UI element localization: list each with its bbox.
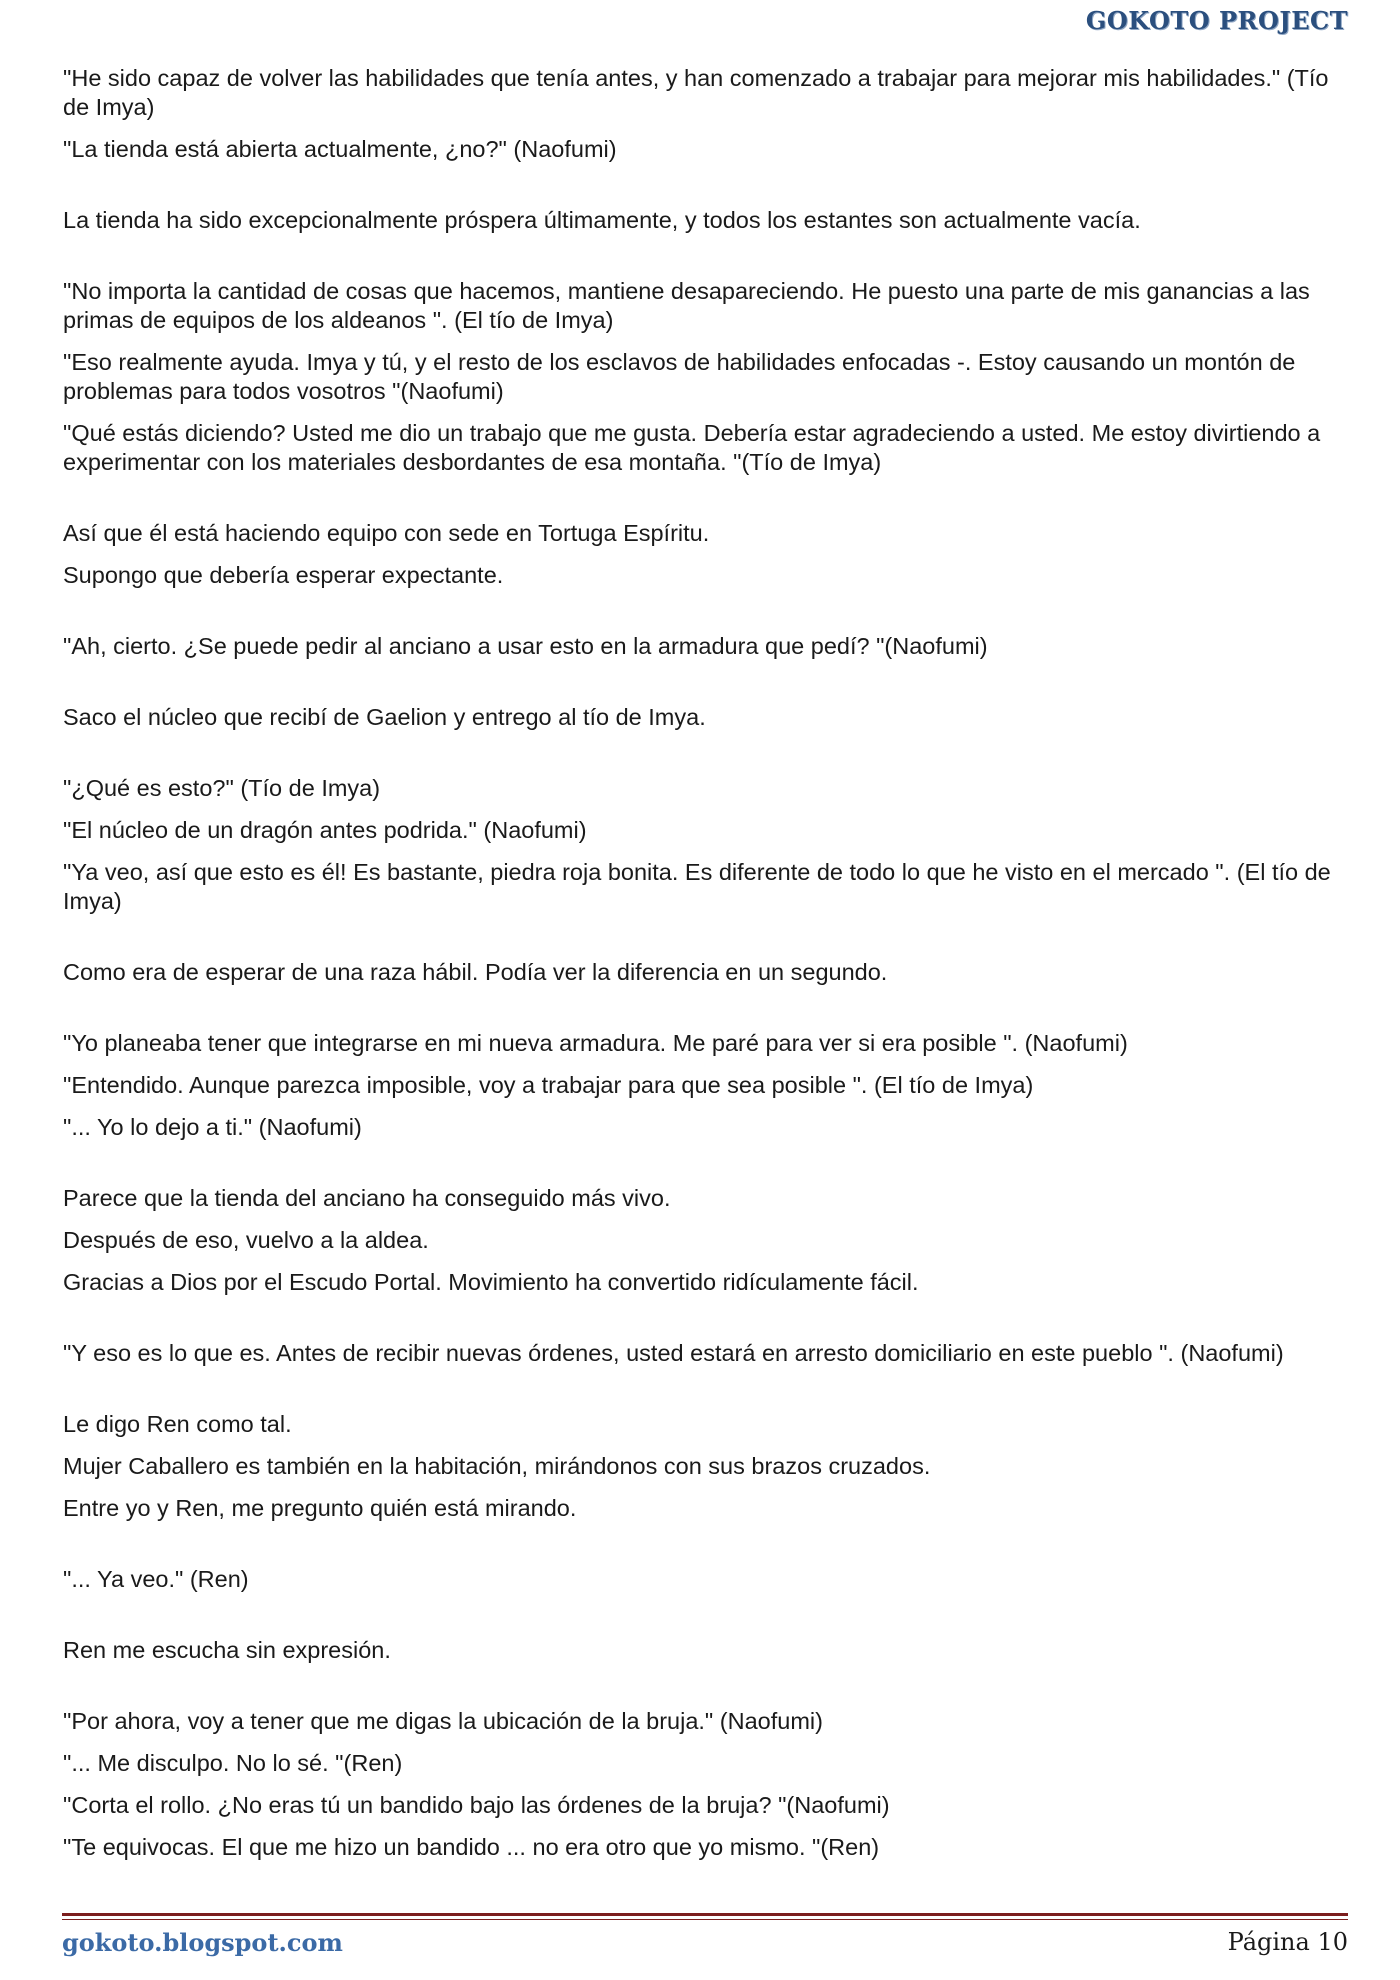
- paragraph: "... Me disculpo. No lo sé. "(Ren): [63, 1750, 403, 1776]
- paragraph: "... Ya veo." (Ren): [63, 1566, 249, 1592]
- paragraph: "Corta el rollo. ¿No eras tú un bandido bajo las órdenes de la bruja? "(Naofumi): [63, 1792, 890, 1818]
- footer-site-link[interactable]: gokoto.blogspot.com: [62, 1928, 343, 1957]
- paragraph: Ren me escucha sin expresión.: [63, 1637, 391, 1663]
- paragraph: La tienda ha sido excepcionalmente próspera últimamente, y todos los estantes son actualmente vacía.: [63, 207, 1141, 233]
- paragraph: "... Yo lo dejo a ti." (Naofumi): [63, 1114, 362, 1140]
- paragraph: "Ah, cierto. ¿Se puede pedir al anciano a usar esto en la armadura que pedí? "(Naofumi): [63, 633, 988, 659]
- page-number: Página 10: [1227, 1928, 1348, 1956]
- footer-rule-thin: [62, 1919, 1348, 1920]
- page-body: [63, 64, 1348, 1875]
- paragraph: Gracias a Dios por el Escudo Portal. Movimiento ha convertido ridículamente fácil.: [63, 1269, 919, 1295]
- paragraph: Así que él está haciendo equipo con sede en Tortuga Espíritu.: [63, 520, 710, 546]
- paragraph: Después de eso, vuelvo a la aldea.: [63, 1227, 429, 1253]
- paragraph: "¿Qué es esto?" (Tío de Imya): [63, 775, 381, 801]
- paragraph: "Por ahora, voy a tener que me digas la ubicación de la bruja." (Naofumi): [63, 1708, 823, 1734]
- paragraph: Supongo que debería esperar expectante.: [63, 562, 504, 588]
- paragraph: "Eso realmente ayuda. Imya y tú, y el resto de los esclavos de habilidades enfocadas -. Estoy causando un montón de problemas para todos vosotros "(Naofumi): [63, 349, 1296, 404]
- paragraph: "Yo planeaba tener que integrarse en mi nueva armadura. Me paré para ver si era posible ". (Naofumi): [63, 1030, 1128, 1056]
- paragraph: "He sido capaz de volver las habilidades que tenía antes, y han comenzado a trabajar para mejorar mis habilidades." (Tío de Imya): [63, 65, 1329, 120]
- paragraph: "La tienda está abierta actualmente, ¿no?" (Naofumi): [63, 136, 617, 162]
- paragraph: "No importa la cantidad de cosas que hacemos, mantiene desapareciendo. He puesto una parte de mis ganancias a las primas de equipos de los aldeanos ". (El tío de Imya): [63, 278, 1310, 333]
- paragraph: "El núcleo de un dragón antes podrida." (Naofumi): [63, 817, 587, 843]
- paragraph: Saco el núcleo que recibí de Gaelion y entrego al tío de Imya.: [63, 704, 706, 730]
- paragraph: "Qué estás diciendo? Usted me dio un trabajo que me gusta. Debería estar agradeciendo a usted. Me estoy divirtiendo a experimentar con los materiales desbordantes de esa montaña. "(Tío de Imya): [63, 420, 1321, 475]
- paragraph: Le digo Ren como tal.: [63, 1411, 292, 1437]
- paragraph: Como era de esperar de una raza hábil. Podía ver la diferencia en un segundo.: [63, 959, 888, 985]
- paragraph: "Y eso es lo que es. Antes de recibir nuevas órdenes, usted estará en arresto domiciliario en este pueblo ". (Naofumi): [63, 1340, 1284, 1366]
- footer-rule-thick: [62, 1913, 1348, 1916]
- paragraph: "Entendido. Aunque parezca imposible, voy a trabajar para que sea posible ". (El tío de Imya): [63, 1072, 1034, 1098]
- paragraph: Mujer Caballero es también en la habitación, mirándonos con sus brazos cruzados.: [63, 1453, 931, 1479]
- paragraph: "Ya veo, así que esto es él! Es bastante, piedra roja bonita. Es diferente de todo lo que he visto en el mercado ". (El tío de Imya): [63, 859, 1331, 914]
- paragraph: Entre yo y Ren, me pregunto quién está mirando.: [63, 1495, 577, 1521]
- paragraph: "Te equivocas. El que me hizo un bandido ... no era otro que yo mismo. "(Ren): [63, 1834, 880, 1860]
- header-brand: GOKOTO PROJECT: [1085, 6, 1348, 35]
- paragraph: Parece que la tienda del anciano ha conseguido más vivo.: [63, 1185, 671, 1211]
